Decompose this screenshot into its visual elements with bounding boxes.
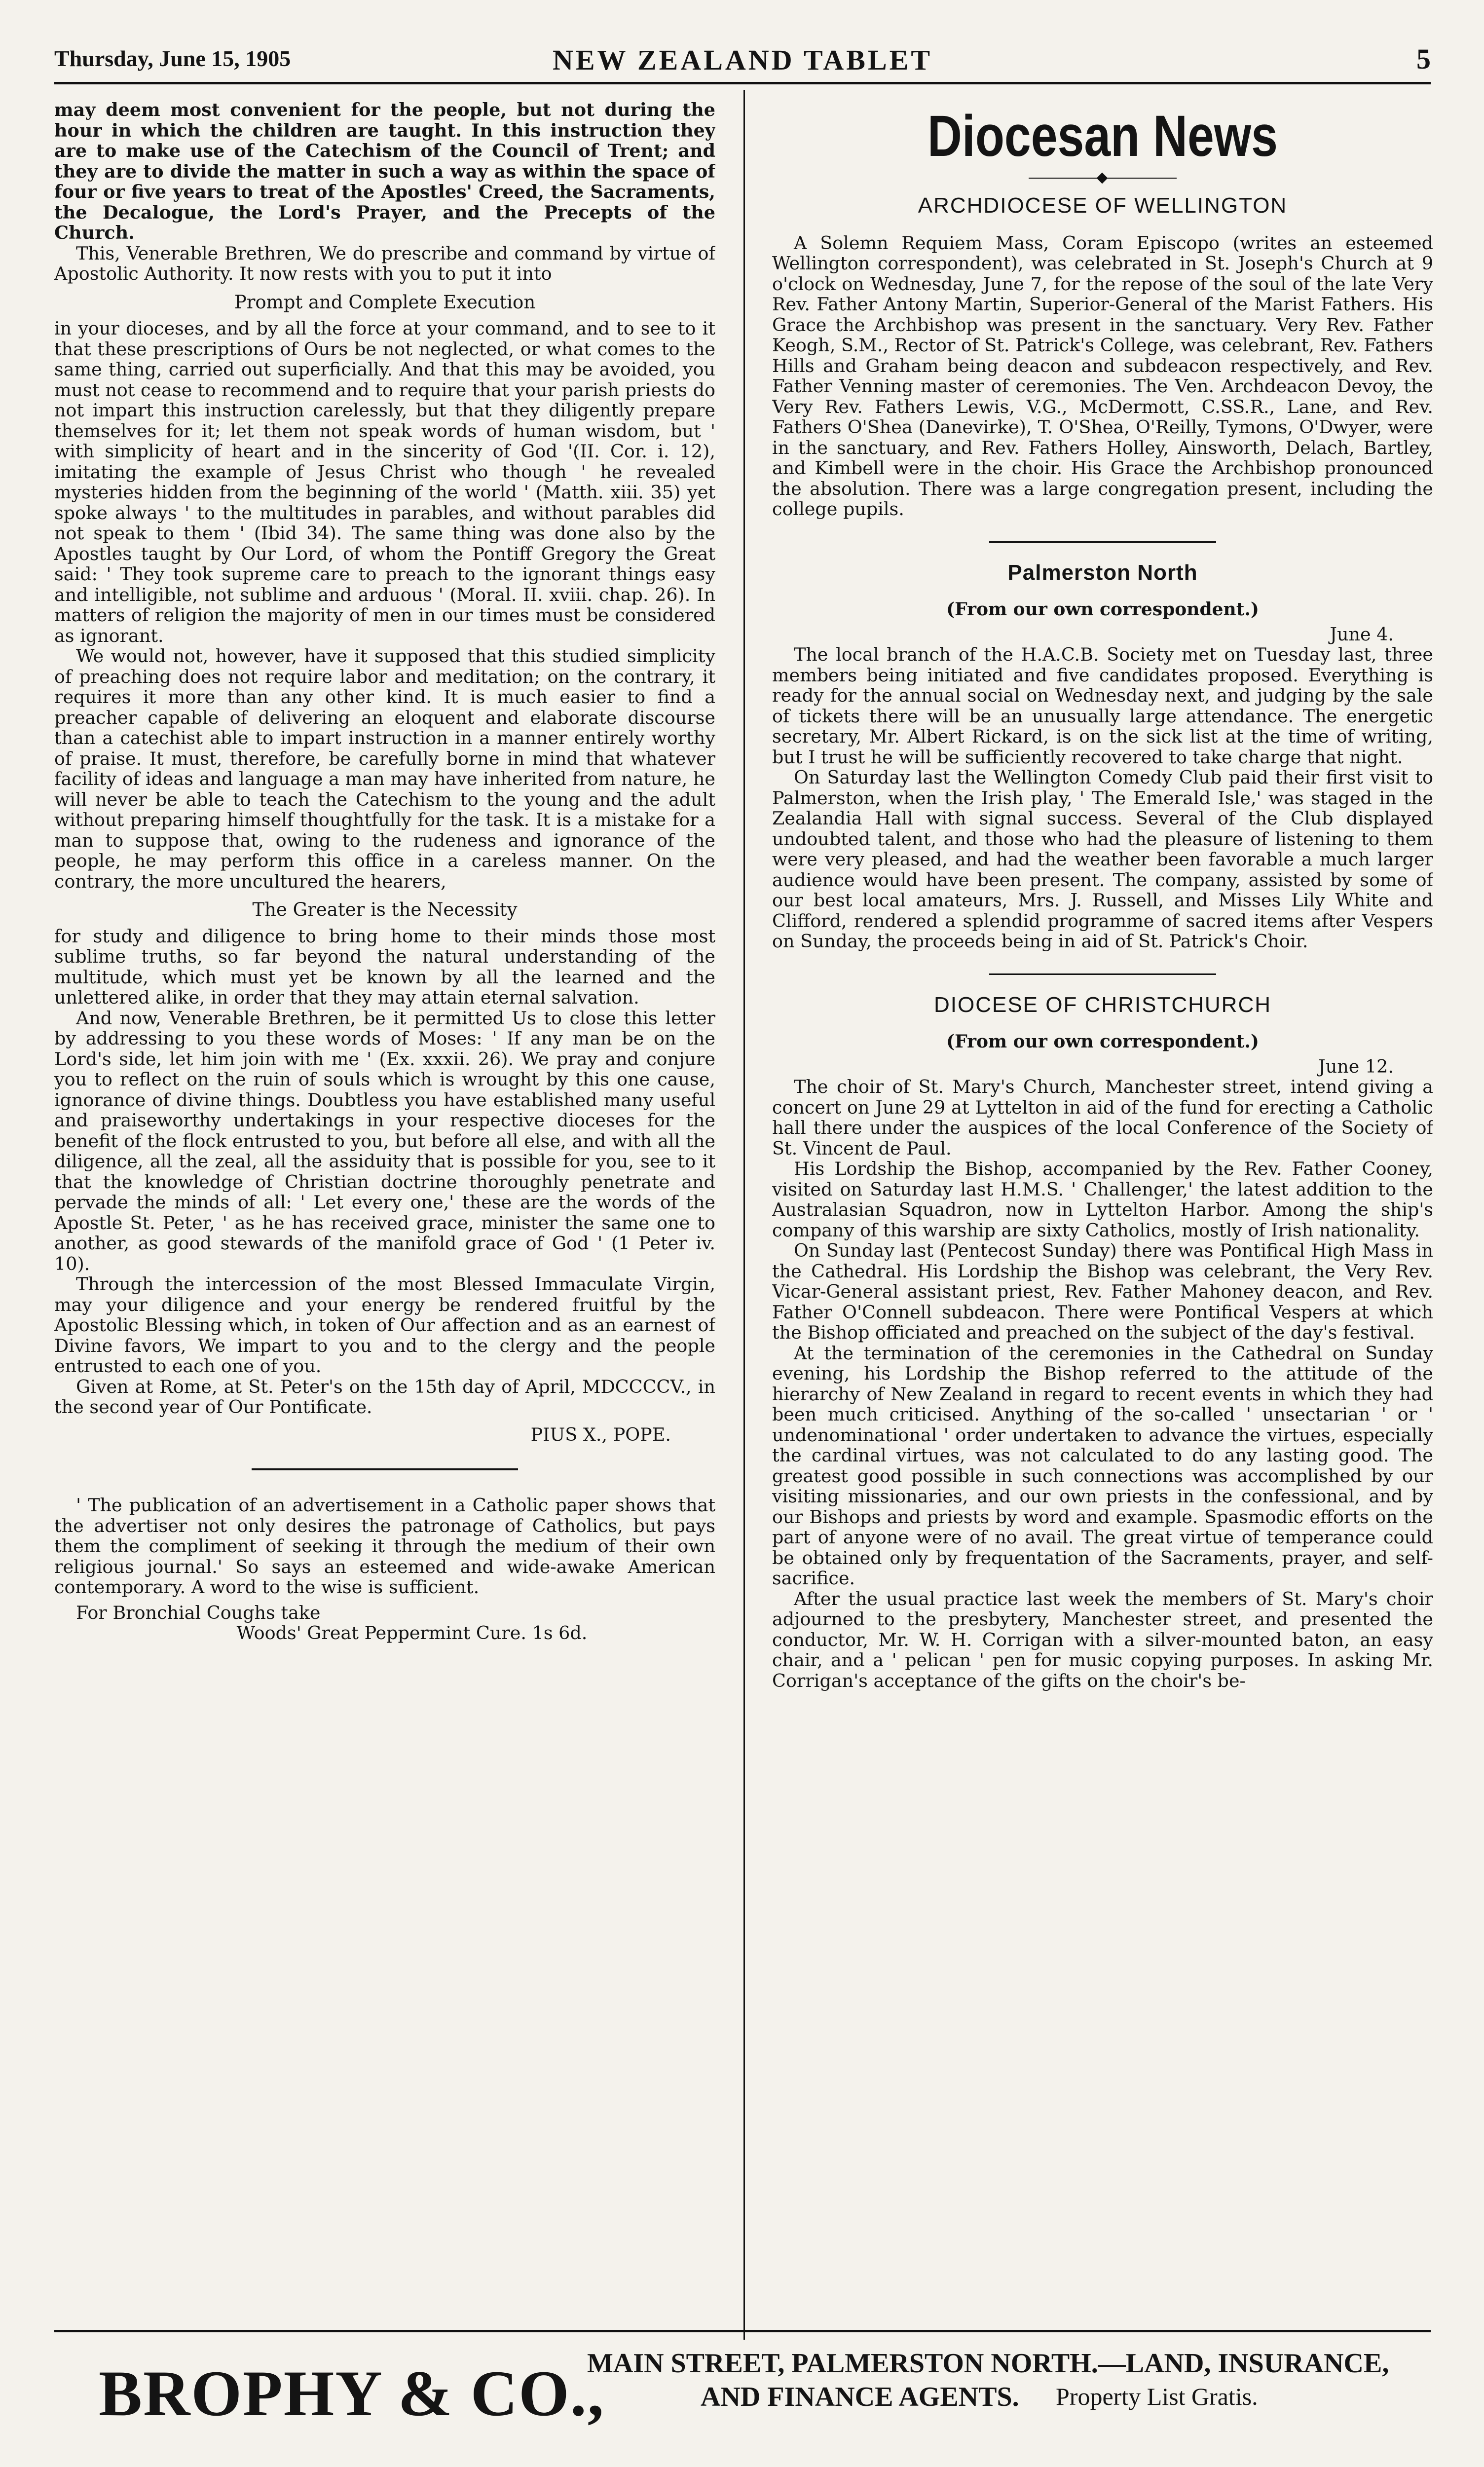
ornament-divider [1029, 175, 1177, 182]
section-heading-palmerston: Palmerston North [1007, 560, 1198, 585]
correspondent-credit: (From our own correspondent.) [946, 599, 1259, 620]
news-paragraph: At the termination of the ceremonies in the Cathedral on Sunday evening, his Lordship the Bishop referred to the attitude of the hierarchy of New Zealand in regard to recent events in which they had been much criticised. Anything of the so-called ' unsectarian ' or ' undenominational ' order undertaken to advance the virtues, especially the cardinal virtues, was not calculated to do any lasting good. The greatest good possible in such connections was accomplished by our visiting missionaries, and our own priests in the confessional, and by our Bishops and priests by word and example. Spasmodic efforts on the part of anyone were of no avail. The great virtue of temperance could be obtained only by frequentation of the Sacraments, prayer, and self-sacrifice. [772, 1342, 1433, 1589]
encyclical-paragraph: We would not, however, have it supposed that this studied simplicity of preaching does not require labor and meditation; on the contrary, it requires it more than any other kind. It is much easier to find a preacher capable of delivering an eloquent and elaborate discourse than a catechist able to impart instruction in a manner entirely worthy of praise. It must, therefore, be carefully borne in mind that whatever facility of ideas and language a man may have inherited from nature, he will never be able to teach the Catechism to the young and the adult without preparing himself thoughtfully for the task. It is a mistake for a man to suppose that, owing to the rudeness and ignorance of the people, he may perform this office in a careless manner. On the contrary, the more uncultured the hearers, [54, 645, 715, 892]
section-heading-wellington: ARCHDIOCESE OF WELLINGTON [918, 193, 1288, 218]
encyclical-paragraph: This, Venerable Brethren, We do prescribe and command by virtue of Apostolic Authority. It now rests with you to put it into [54, 242, 715, 284]
column-divider [743, 90, 745, 2340]
section-heading-christchurch: DIOCESE OF CHRISTCHURCH [933, 992, 1272, 1017]
subheading-prompt-execution: Prompt and Complete Execution [234, 291, 536, 313]
section-divider [252, 1468, 518, 1470]
correspondent-credit: (From our own correspondent.) [946, 1031, 1259, 1052]
page-number: 5 [1416, 43, 1431, 75]
news-paragraph: The choir of St. Mary's Church, Manchester street, intend giving a concert on June 29 at Lyttelton in aid of the fund for erecting a Catholic hall there under the auspices of the local Conference of the Society of St. Vincent de Paul. [772, 1076, 1433, 1159]
encyclical-paragraph: And now, Venerable Brethren, be it permitted Us to close this letter by addressing to you these words of Moses: ' If any man be on the Lord's side, let him join with me ' (Ex. xxxii. 26). We pray and conjure you to reflect on the ruin of souls which is wrought by this one cause, ignorance of divine things. Doubtless you have established many useful and praiseworthy undertakings in your respective dioceses for the benefit of the flock entrusted to you, but before all else, and with all the diligence, all the zeal, all the assiduity that is possible for you, see to it that the knowledge of Christian doctrine thoroughly penetrate and pervade the minds of all: ' Let every one,' these are the words of the Apostle St. Peter, ' as he has received grace, minister the same one to another, as good stewards of the manifold grace of God ' (1 Peter iv. 10). [54, 1007, 715, 1274]
subheading-greater-necessity: The Greater is the Necessity [252, 899, 518, 920]
issue-date: Thursday, June 15, 1905 [54, 46, 291, 71]
section-divider [989, 973, 1216, 975]
advertiser-offer: Property List Gratis. [1056, 2383, 1258, 2410]
advertiser-name: BROPHY & CO., [99, 2357, 605, 2430]
encyclical-paragraph: in your dioceses, and by all the force at your command, and to see to it that these prescriptions of Ours be not neglected, or what comes to the same thing, carried out superficially. And that this may be avoided, you must not cease to recommend and to require that your parish priests do not impart this instruction carelessly, but that they diligently prepare themselves for it; let them not speak words of human wisdom, but ' with simplicity of heart and in the sincerity of God '(II. Cor. i. 12), imitating the example of Jesus Christ who though ' he revealed mysteries hidden from the beginning of the world ' (Matth. xiii. 35) yet spoke always ' to the multitudes in parables, and without parables did not speak to them ' (Ibid 34). The same thing was done also by the Apostles taught by Our Lord, of whom the Pontiff Gregory the Great said: ' They took supreme care to preach to the ignorant things easy and intelligible, not sublime and arduous ' (Moral. II. xviii. chap. 26). In matters of religion the majority of men in our times must be considered as ignorant. [54, 318, 715, 646]
encyclical-paragraph: Given at Rome, at St. Peter's on the 15th day of April, MDCCCCV., in the second year of Our Pontificate. [54, 1376, 715, 1418]
footer-rule [54, 2330, 1431, 2332]
news-paragraph: On Saturday last the Wellington Comedy Club paid their first visit to Palmerston, when the Irish play, ' The Emerald Isle,' was staged in the Zealandia Hall with signal success. Several of the Club displayed undoubted talent, and those who had the pleasure of listening to them were very pleased, and had the weather been favorable a much larger audience would have been present. The company, assisted by some of our best local amateurs, Mrs. J. Russell, and Misses Lily White and Clifford, rendered a splendid programme of sacred items after Vespers on Sunday, the proceeds being in aid of St. Patrick's Choir. [772, 767, 1433, 952]
diocesan-news-heading: Diocesan News [928, 104, 1278, 169]
news-paragraph: A Solemn Requiem Mass, Coram Episcopo (writes an esteemed Wellington correspondent), was celebrated in St. Joseph's Church at 9 o'clock on Wednesday, June 7, for the repose of the soul of the late Very Rev. Father Antony Martin, Superior-General of the Marist Fathers. His Grace the Archbishop was present in the sanctuary. Very Rev. Father Keogh, S.M., Rector of St. Patrick's College, was celebrant, Rev. Fathers Hills and Graham being deacon and subdeacon respectively, and Rev. Father Venning master of ceremonies. The Ven. Archdeacon Devoy, the Very Rev. Fathers Lewis, V.G., McDermott, C.SS.R., Lane, and Rev. Fathers O'Shea (Danevirke), T. O'Shea, O'Reilly, Tymons, O'Dwyer, were in the sanctuary, and Rev. Fathers Holley, Ainsworth, Delach, Bartley, and Kimbell were in the choir. His Grace the Archbishop pronounced the absolution. There was a large congregation present, including the college pupils. [772, 232, 1433, 520]
dateline: June 12. [1318, 1055, 1394, 1077]
right-column [772, 100, 1433, 2320]
brophy-advertisement [54, 2340, 1431, 2438]
cough-cure-ad-product: Woods' Great Peppermint Cure. 1s 6d. [236, 1622, 588, 1644]
page-header [54, 45, 1431, 76]
diamond-ornament-icon [1097, 173, 1108, 184]
header-rule [54, 82, 1431, 84]
papal-signature: PIUS X., POPE. [530, 1423, 671, 1445]
news-paragraph: On Sunday last (Pentecost Sunday) there was Pontifical High Mass in the Cathedral. His Lordship the Bishop was celebrant, the Very Rev. Vicar-General assistant priest, Rev. Father Mahoney deacon, and Rev. Father O'Connell subdeacon. There were Pontifical Vespers at which the Bishop officiated and preached on the subject of the day's festival. [772, 1240, 1433, 1343]
left-column [54, 100, 715, 2320]
advertiser-services: AND FINANCE AGENTS. [701, 2382, 1019, 2412]
section-divider [989, 541, 1216, 543]
dateline: June 4. [1330, 623, 1394, 645]
encyclical-paragraph: Through the intercession of the most Blessed Immaculate Virgin, may your diligence and your energy be rendered fruitful by the Apostolic Blessing which, in token of Our affection and as an earnest of Divine favors, We impart to you and to the clergy and the people entrusted to each one of you. [54, 1273, 715, 1377]
news-paragraph: After the usual practice last week the members of St. Mary's choir adjourned to the presbytery, Manchester street, and presented the conductor, Mr. W. H. Corrigan with a silver-mounted baton, an easy chair, and a ' pelican ' pen for music copying purposes. In asking Mr. Corrigan's acceptance of the gifts on the choir's be- [772, 1588, 1433, 1691]
cough-cure-ad-line: For Bronchial Coughs take [76, 1602, 321, 1623]
advertisement-note: ' The publication of an advertisement in a Catholic paper shows that the advertiser not only desires the patronage of Catholics, but pays them the compliment of seeking it through the medium of their own religious journal.' So says an esteemed and wide-awake American contemporary. A word to the wise is sufficient. [54, 1495, 715, 1598]
advertiser-address: MAIN STREET, PALMERSTON NORTH.—LAND, INSURANCE, [587, 2348, 1389, 2379]
encyclical-paragraph: may deem most convenient for the people, but not during the hour in which the children are taught. In this instruction they are to make use of the Catechism of the Council of Trent; and they are to divide the matter in such a way as within the space of four or five years to treat of the Apostles' Creed, the Sacraments, the Decalogue, the Lord's Prayer, and the Precepts of the Church. [54, 100, 715, 243]
newspaper-title: NEW ZEALAND TABLET [552, 44, 933, 76]
encyclical-paragraph: for study and diligence to bring home to their minds those most sublime truths, so far beyond the natural understanding of the multitude, which must yet be known by all the learned and the unlettered alike, in order that they may attain eternal salvation. [54, 925, 715, 1008]
news-paragraph: His Lordship the Bishop, accompanied by the Rev. Father Cooney, visited on Saturday last H.M.S. ' Challenger,' the latest addition to the Australasian Squadron, now in Lyttelton Harbor. Among the ship's company of this warship are sixty Catholics, mostly of Irish nationality. [772, 1158, 1433, 1241]
news-paragraph: The local branch of the H.A.C.B. Society met on Tuesday last, three members being initiated and five candidates proposed. Everything is ready for the annual social on Wednesday next, and judging by the sale of tickets there will be an unusually large attendance. The energetic secretary, Mr. Albert Rickard, is on the sick list at the time of writing, but I trust he will be sufficiently recovered to take charge that night. [772, 644, 1433, 768]
